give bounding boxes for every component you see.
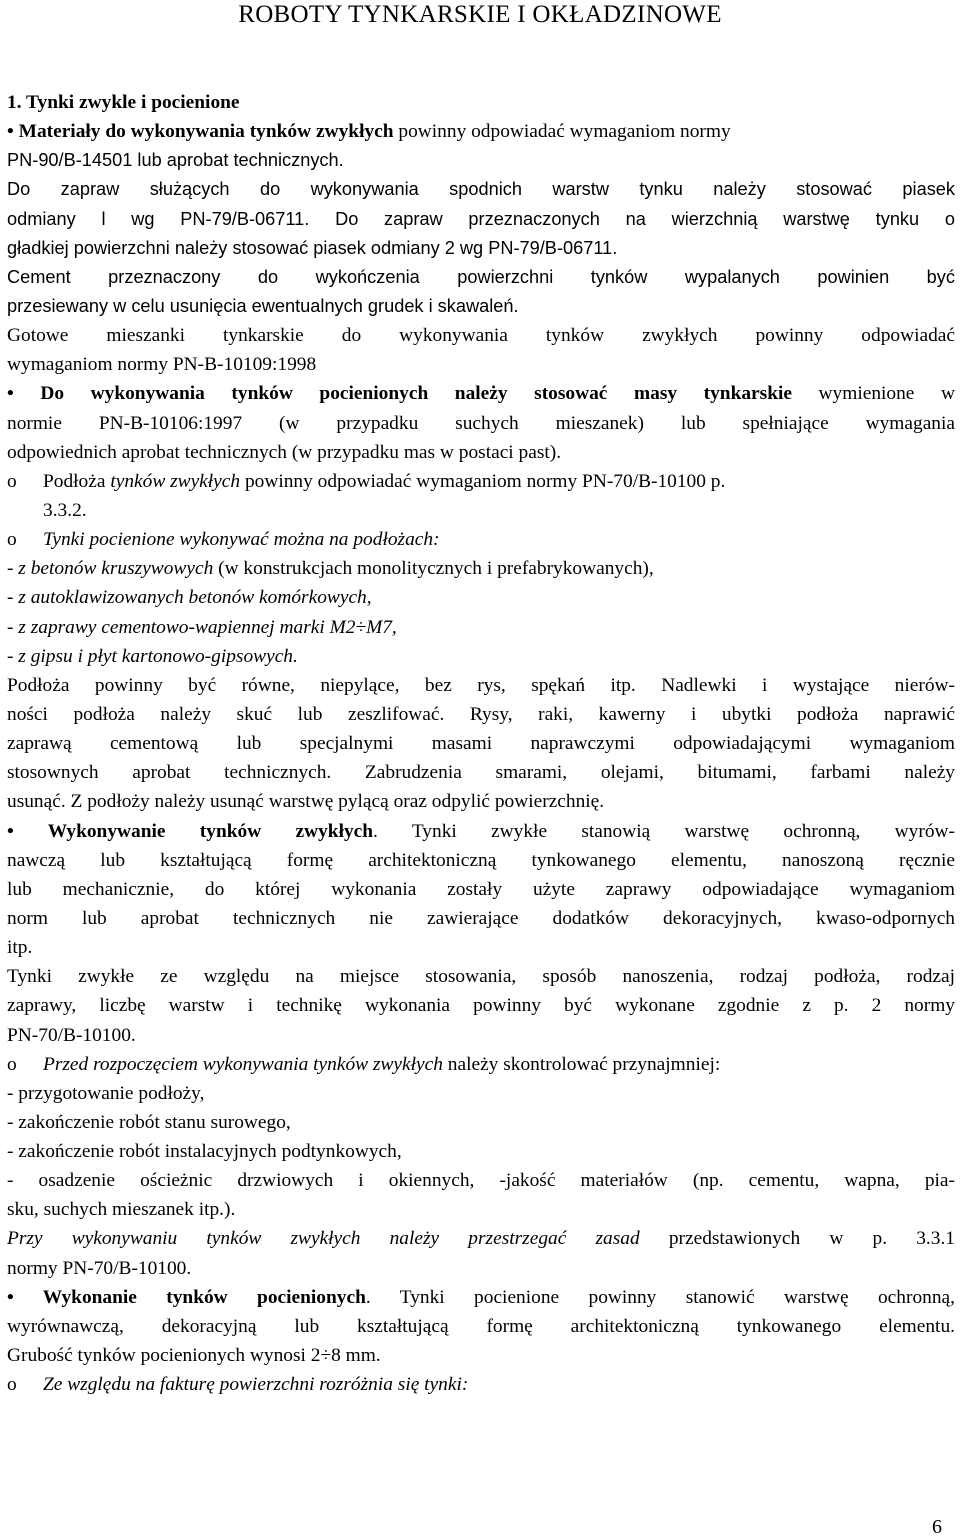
italic-run: - z betonów kruszywowych <box>7 558 214 580</box>
italic-run: Tynki pocienione wykonywać można na podłożach: <box>43 529 440 551</box>
paragraph-line: Tynki zwykłe ze względu na miejsce stosowania, sposób nanoszenia, rodzaj podłoża, rodzaj <box>7 966 955 988</box>
italic-run: Ze względu na fakturę powierzchni rozróżnia się tynki: <box>43 1374 469 1396</box>
paragraph-line: Grubość tynków pocienionych wynosi 2÷8 mm. <box>7 1345 381 1367</box>
bold-lead: • Wykonanie tynków pocienionych <box>7 1286 366 1308</box>
page-number: 6 <box>932 1516 942 1538</box>
paragraph-line: odpowiednich aprobat technicznych (w przypadku mas w postaci past). <box>7 441 562 463</box>
paragraph-line: lub mechanicznie, do której wykonania zostały użyte zaprawy odpowiadające wymaganiom <box>7 878 955 900</box>
text-run: (w konstrukcjach monolitycznych i prefabrykowanych), <box>213 558 654 580</box>
paragraph-line: 3.3.2. <box>43 499 87 521</box>
list-item: - osadzenie ościeżnic drzwiowych i okiennych, -jakość materiałów (np. cementu, wapna, pia- <box>7 1170 955 1192</box>
paragraph-line: Cement przeznaczony do wykończenia powierzchni tynków wypalanych powinien być <box>7 266 955 287</box>
paragraph-line: normy PN-70/B-10100. <box>7 1257 192 1279</box>
paragraph-line: Do zapraw służących do wykonywania spodnich warstw tynku należy stosować piasek <box>7 179 955 200</box>
text-run: należy skontrolować przynajmniej: <box>442 1053 721 1075</box>
paragraph-line: itp. <box>7 937 33 959</box>
italic-run: Przed rozpoczęciem wykonywania tynków zwykłych <box>43 1053 443 1075</box>
list-item: - zakończenie robót stanu surowego, <box>7 1111 291 1133</box>
bold-lead: • Wykonywanie tynków zwykłych <box>7 820 374 842</box>
paragraph-line: sku, suchych mieszanek itp.). <box>7 1199 236 1221</box>
paragraph-line: zaprawy, liczbę warstw i technikę wykonania powinny być wykonane zgodnie z p. 2 normy <box>7 995 955 1017</box>
o-bullet-icon: o <box>7 470 17 492</box>
list-item: - z autoklawizowanych betonów komórkowych, <box>7 587 372 609</box>
paragraph-line <box>7 379 955 408</box>
paragraph-line: PN-90/B-14501 lub aprobat technicznych. <box>7 150 344 171</box>
bold-lead: • Materiały do wykonywania tynków zwykłych <box>7 121 394 143</box>
paragraph-line: normie PN-B-10106:1997 (w przypadku suchych mieszanek) lub spełniające wymagania <box>7 412 955 434</box>
text-run: . Tynki pocienione powinny stanowić warstwę ochronną, <box>365 1286 955 1308</box>
o-bullet-icon: o <box>7 1053 17 1075</box>
list-item: - przygotowanie podłoży, <box>7 1082 205 1104</box>
text-run: przedstawionych w p. 3.3.1 <box>639 1228 955 1250</box>
paragraph-line: ności podłoża należy skuć lub zeszlifować. Rysy, raki, kawerny i ubytki podłoża naprawić <box>7 703 955 725</box>
paragraph-line: Gotowe mieszanki tynkarskie do wykonywania tynków zwykłych powinny odpowiadać <box>7 325 955 347</box>
o-list-item <box>7 1370 955 1399</box>
o-list-item <box>7 467 955 496</box>
page-title: ROBOTY TYNKARSKIE I OKŁADZINOWE <box>238 1 722 28</box>
text-run: . Tynki zwykłe stanowią warstwę ochronną, wyrów- <box>373 820 955 842</box>
o-list-item <box>7 525 955 554</box>
paragraph-line: PN-70/B-10100. <box>7 1024 136 1046</box>
paragraph-line <box>7 817 955 846</box>
paragraph-line: nawczą lub kształtującą formę architektoniczną tynkowanego elementu, nanoszoną ręcznie <box>7 849 955 871</box>
paragraph-line: usunąć. Z podłoży należy usunąć warstwę pylącą oraz odpylić powierzchnię. <box>7 791 605 813</box>
paragraph-line: odmiany l wg PN-79/B-06711. Do zapraw przeznaczonych na wierzchnią warstwę tynku o <box>7 208 955 229</box>
section-heading: 1. Tynki zwykle i pocienione <box>7 92 240 113</box>
paragraph-line: stosownych aprobat technicznych. Zabrudzenia smarami, olejami, bitumami, farbami należy <box>7 762 955 784</box>
paragraph-line: Podłoża powinny być równe, niepylące, bez rys, spękań itp. Nadlewki i wystające nierów- <box>7 674 955 696</box>
paragraph-line: przesiewany w celu usunięcia ewentualnych grudek i skawaleń. <box>7 295 519 316</box>
paragraph-line: wyrównawczą, dekoracyjną lub kształtującą formę architektoniczną tynkowanego elementu. <box>7 1315 955 1337</box>
document-body <box>7 88 955 1399</box>
text-run: Podłoża <box>43 470 111 492</box>
paragraph-line <box>7 1224 955 1253</box>
o-bullet-icon: o <box>7 1374 17 1396</box>
paragraph-line: wymaganiom normy PN-B-10109:1998 <box>7 354 317 376</box>
o-bullet-icon: o <box>7 529 17 551</box>
list-item: - z gipsu i płyt kartonowo-gipsowych. <box>7 645 298 667</box>
bold-lead: • Do wykonywania tynków pocienionych należy stosować masy tynkarskie <box>7 383 792 405</box>
paragraph-line: norm lub aprobat technicznych nie zawierające dodatków dekoracyjnych, kwaso-odpornych <box>7 907 955 929</box>
italic-run: tynków zwykłych <box>110 470 241 492</box>
italic-run: Przy wykonywaniu tynków zwykłych należy przestrzegać zasad <box>7 1228 640 1250</box>
list-item: - z zaprawy cementowo-wapiennej marki M2÷M7, <box>7 616 397 638</box>
paragraph-line <box>7 1283 955 1312</box>
list-item <box>7 554 955 583</box>
paragraph-line <box>7 117 955 146</box>
text-run: powinny odpowiadać wymaganiom normy PN-70/B-10100 p. <box>240 470 726 492</box>
list-item: - zakończenie robót instalacyjnych podtynkowych, <box>7 1141 402 1163</box>
paragraph-line: gładkiej powierzchni należy stosować piasek odmiany 2 wg PN-79/B-06711. <box>7 237 618 258</box>
text-run: powinny odpowiadać wymaganiom normy <box>393 121 731 143</box>
o-list-item <box>7 1050 955 1079</box>
paragraph-line: zaprawą cementową lub specjalnymi masami naprawczymi odpowiadającymi wymaganiom <box>7 733 955 755</box>
text-run: wymienione w <box>791 383 955 405</box>
